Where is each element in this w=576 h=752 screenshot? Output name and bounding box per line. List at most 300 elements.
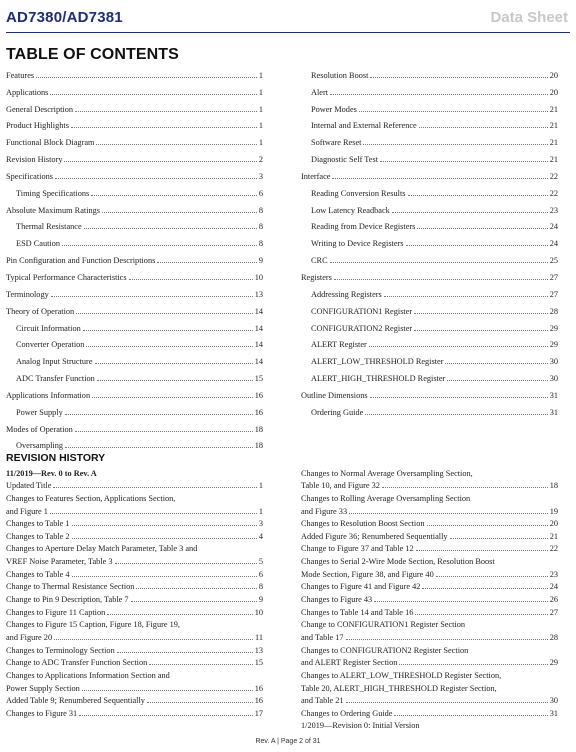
- dot-leader: [36, 76, 257, 78]
- revision-entry-text: Changes to Aperture Delay Match Parameter, Table 3 and: [6, 544, 198, 554]
- revision-entry-page: 18: [549, 481, 558, 491]
- toc-entry-title: Thermal Resistance: [16, 222, 82, 232]
- dot-leader: [95, 362, 253, 364]
- revision-entry-page: 19: [549, 506, 558, 516]
- revision-entry-page: 29: [549, 658, 558, 668]
- toc-entry-title: Converter Operation: [16, 340, 85, 350]
- dot-leader: [157, 261, 257, 263]
- revision-entry-text: and Figure 33: [301, 506, 348, 516]
- toc-entry-title: Typical Performance Characteristics: [6, 272, 127, 282]
- revision-entry: [6, 655, 263, 668]
- revision-history-title: REVISION HISTORY: [6, 452, 106, 464]
- dot-leader: [83, 329, 253, 331]
- dot-leader: [394, 714, 547, 716]
- revision-entry: [301, 705, 558, 718]
- revision-entry-text: Change to ADC Transfer Function Section: [6, 658, 148, 668]
- toc-entry-title: Modes of Operation: [6, 424, 73, 434]
- revision-header: [6, 465, 263, 478]
- revision-entry-text: Changes to Figure 43: [301, 595, 373, 605]
- revision-entry-page: 16: [254, 696, 263, 706]
- toc-entry[interactable]: [301, 299, 558, 316]
- toc-entry[interactable]: [6, 97, 263, 114]
- toc-entry-title: Specifications: [6, 171, 54, 181]
- revision-entry: [6, 516, 263, 529]
- toc-entry-page: 20: [549, 70, 558, 80]
- toc-entry[interactable]: [6, 164, 263, 181]
- toc-entry-title: Registers: [301, 272, 332, 282]
- revision-entry: [301, 629, 558, 642]
- toc-entry-page: 18: [254, 441, 263, 451]
- toc-entry[interactable]: [301, 63, 558, 80]
- dot-leader: [414, 329, 548, 331]
- dot-leader: [79, 714, 252, 716]
- dot-leader: [445, 362, 547, 364]
- toc-entry[interactable]: [301, 147, 558, 164]
- toc-entry-title: General Description: [6, 104, 74, 114]
- dot-leader: [399, 663, 547, 665]
- toc-entry-title: Diagnostic Self Test: [311, 155, 379, 165]
- revision-entry-page: 26: [549, 595, 558, 605]
- toc-entry-page: 2: [258, 155, 263, 165]
- toc-entry[interactable]: [6, 130, 263, 147]
- revision-history-left-column: [6, 465, 263, 718]
- toc-entry[interactable]: [6, 248, 263, 265]
- toc-entry-page: 30: [549, 374, 558, 384]
- toc-entry[interactable]: [301, 265, 558, 282]
- toc-entry-page: 1: [258, 70, 263, 80]
- revision-entry-page: 13: [254, 645, 263, 655]
- revision-entry-text: 1/2019—Revision 0: Initial Version: [301, 721, 420, 731]
- dot-leader: [65, 413, 253, 415]
- revision-entry: [301, 604, 558, 617]
- toc-entry-title: Timing Specifications: [16, 188, 90, 198]
- revision-entry-text: and Figure 1: [6, 506, 48, 516]
- dot-leader: [129, 278, 253, 280]
- toc-entry[interactable]: [301, 80, 558, 97]
- toc-entry-title: Power Modes: [311, 104, 357, 114]
- toc-entry-page: 1: [258, 121, 263, 131]
- toc-entry-page: 15: [254, 374, 263, 384]
- revision-entry: [6, 478, 263, 491]
- toc-entry[interactable]: [6, 434, 263, 451]
- toc-entry-title: Absolute Maximum Ratings: [6, 205, 101, 215]
- toc-entry-page: 14: [254, 323, 263, 333]
- toc-entry-page: 29: [549, 323, 558, 333]
- toc-entry[interactable]: [301, 366, 558, 383]
- revision-entry-text: Added Table 9; Renumbered Sequentially: [6, 696, 145, 706]
- toc-entry-title: Interface: [301, 171, 331, 181]
- toc-entry-title: ADC Transfer Function: [16, 374, 95, 384]
- revision-entry-page: 1: [258, 506, 263, 516]
- dot-leader: [436, 575, 548, 577]
- revision-entry-page: 23: [549, 569, 558, 579]
- revision-entry-text: Changes to Table 14 and Table 16: [301, 607, 414, 617]
- dot-leader: [72, 575, 257, 577]
- dot-leader: [447, 379, 547, 381]
- dot-leader: [72, 537, 257, 539]
- toc-left-column: [6, 63, 263, 450]
- toc-entry-page: 31: [549, 407, 558, 417]
- dot-leader: [369, 345, 548, 347]
- toc-entry-page: 25: [549, 256, 558, 266]
- toc-entry[interactable]: [6, 366, 263, 383]
- toc-entry-title: Reading Conversion Results: [311, 188, 406, 198]
- revision-entry: [301, 516, 558, 529]
- revision-entry-page: 1: [258, 481, 263, 491]
- toc-entry-page: 8: [258, 205, 263, 215]
- toc-entry-page: 13: [254, 289, 263, 299]
- dot-leader: [450, 537, 548, 539]
- toc-entry-page: 27: [549, 289, 558, 299]
- toc-entry[interactable]: [6, 114, 263, 131]
- toc-entry[interactable]: [6, 215, 263, 232]
- dot-leader: [65, 446, 253, 448]
- toc-entry[interactable]: [301, 97, 558, 114]
- dot-leader: [107, 613, 252, 615]
- dot-leader: [97, 379, 253, 381]
- toc-right-column: [301, 63, 558, 417]
- dot-leader: [380, 160, 548, 162]
- toc-entry[interactable]: [6, 282, 263, 299]
- dot-leader: [332, 177, 547, 179]
- toc-entry[interactable]: [6, 383, 263, 400]
- revision-entry-text: Changes to Normal Average Oversampling Section,: [301, 468, 473, 478]
- revision-entry-text: Changes to Figure 15 Caption, Figure 18, Figure 19,: [6, 620, 180, 630]
- revision-entry-text: and Table 21: [301, 696, 344, 706]
- toc-entry-title: Pin Configuration and Function Descriptions: [6, 256, 156, 266]
- revision-entry: [301, 566, 558, 579]
- dot-leader: [75, 110, 257, 112]
- dot-leader: [330, 93, 548, 95]
- revision-entry-page: 24: [549, 582, 558, 592]
- revision-entry-text: and ALERT Register Section: [301, 658, 398, 668]
- revision-entry: [301, 718, 558, 731]
- toc-entry-title: CRC: [311, 256, 328, 266]
- revision-entry-text: Updated Title: [6, 481, 52, 491]
- revision-entry: [301, 642, 558, 655]
- dot-leader: [64, 160, 256, 162]
- revision-entry-text: Changes to Table 4: [6, 569, 70, 579]
- dot-leader: [96, 143, 256, 145]
- revision-entry: [6, 693, 263, 706]
- part-number: AD7380/AD7381: [6, 9, 123, 26]
- toc-entry-title: ALERT_HIGH_THRESHOLD Register: [311, 374, 446, 384]
- toc-entry-page: 1: [258, 138, 263, 148]
- revision-entry-text: and Table 17: [301, 632, 344, 642]
- toc-entry-title: Low Latency Readback: [311, 205, 390, 215]
- toc-entry[interactable]: [301, 383, 558, 400]
- revision-entry-page: 15: [254, 658, 263, 668]
- dot-leader: [92, 396, 253, 398]
- dot-leader: [147, 701, 253, 703]
- revision-entry-page: 20: [549, 519, 558, 529]
- revision-entry-text: and Figure 20: [6, 632, 53, 642]
- revision-entry-text: Changes to Ordering Guide: [301, 708, 393, 718]
- dot-leader: [422, 587, 547, 589]
- toc-entry[interactable]: [301, 231, 558, 248]
- revision-entry-text: Changes to Rolling Average Oversampling Section: [301, 493, 471, 503]
- dot-leader: [427, 524, 548, 526]
- toc-entry-title: Outline Dimensions: [301, 390, 368, 400]
- toc-entry[interactable]: [6, 147, 263, 164]
- revision-entry: [6, 541, 263, 554]
- dot-leader: [75, 430, 253, 432]
- dot-leader: [50, 93, 256, 95]
- revision-entry: [6, 503, 263, 516]
- toc-entry-page: 29: [549, 340, 558, 350]
- dot-leader: [149, 663, 252, 665]
- toc-entry-page: 8: [258, 239, 263, 249]
- toc-entry-page: 16: [254, 390, 263, 400]
- toc-entry[interactable]: [6, 417, 263, 434]
- dot-leader: [414, 312, 548, 314]
- toc-entry-title: ALERT_LOW_THRESHOLD Register: [311, 357, 444, 367]
- revision-entry-page: 21: [549, 531, 558, 541]
- revision-entry: [6, 566, 263, 579]
- toc-entry-page: 16: [254, 407, 263, 417]
- toc-entry[interactable]: [301, 333, 558, 350]
- revision-entry-page: 5: [258, 557, 263, 567]
- toc-entry[interactable]: [6, 181, 263, 198]
- revision-entry: [301, 617, 558, 630]
- toc-entry-title: Internal and External Reference: [311, 121, 417, 131]
- toc-entry-title: Addressing Registers: [311, 289, 382, 299]
- revision-entry: [301, 528, 558, 541]
- toc-entry[interactable]: [6, 349, 263, 366]
- dot-leader: [392, 211, 548, 213]
- toc-entry[interactable]: [301, 164, 558, 181]
- toc-entry-page: 3: [258, 171, 263, 181]
- revision-entry-text: Changes to Table 2: [6, 531, 70, 541]
- dot-leader: [334, 278, 548, 280]
- revision-entry: [6, 591, 263, 604]
- toc-entry-title: Oversampling: [16, 441, 64, 451]
- toc-entry[interactable]: [301, 400, 558, 417]
- toc-entry-title: Product Highlights: [6, 121, 69, 131]
- revision-entry-text: Changes to Resolution Boost Section: [301, 519, 425, 529]
- revision-entry: [301, 655, 558, 668]
- toc-entry-title: Power Supply: [16, 407, 63, 417]
- toc-entry-page: 24: [549, 239, 558, 249]
- revision-entry: [301, 579, 558, 592]
- dot-leader: [349, 512, 548, 514]
- toc-entry-title: CONFIGURATION2 Register: [311, 323, 413, 333]
- page-header: [6, 8, 570, 33]
- revision-entry: [301, 465, 558, 478]
- toc-entry-title: Analog Input Structure: [16, 357, 93, 367]
- revision-entry-text: Changes to Applications Information Section and: [6, 670, 170, 680]
- toc-entry-page: 30: [549, 357, 558, 367]
- toc-entry-title: Functional Block Diagram: [6, 138, 95, 148]
- revision-entry-text: 11/2019—Rev. 0 to Rev. A: [6, 468, 97, 478]
- toc-entry-page: 14: [254, 340, 263, 350]
- revision-entry-text: Changes to Features Section, Applications Section,: [6, 493, 176, 503]
- toc-entry[interactable]: [6, 265, 263, 282]
- revision-entry-text: Table 20, ALERT_HIGH_THRESHOLD Register Section,: [301, 683, 497, 693]
- dot-leader: [408, 194, 548, 196]
- dot-leader: [359, 110, 548, 112]
- toc-entry[interactable]: [301, 316, 558, 333]
- revision-entry-text: VREF Noise Parameter, Table 3: [6, 557, 113, 567]
- toc-entry-page: 31: [549, 390, 558, 400]
- toc-entry[interactable]: [6, 80, 263, 97]
- revision-entry: [6, 604, 263, 617]
- toc-entry-title: Applications: [6, 87, 49, 97]
- toc-entry-title: Revision History: [6, 155, 63, 165]
- toc-entry-page: 24: [549, 222, 558, 232]
- dot-leader: [363, 143, 547, 145]
- dot-leader: [84, 227, 257, 229]
- dot-leader: [416, 549, 548, 551]
- revision-entry-page: 16: [254, 683, 263, 693]
- dot-leader: [102, 211, 257, 213]
- toc-entry[interactable]: [301, 349, 558, 366]
- revision-entry-text: Change to Figure 37 and Table 12: [301, 544, 414, 554]
- toc-entry[interactable]: [6, 400, 263, 417]
- revision-entry: [6, 528, 263, 541]
- toc-entry-page: 28: [549, 306, 558, 316]
- toc-entry-title: Writing to Device Registers: [311, 239, 404, 249]
- doc-type: Data Sheet: [490, 9, 568, 26]
- revision-entry: [301, 693, 558, 706]
- toc-entry-title: ALERT Register: [311, 340, 367, 350]
- toc-entry[interactable]: [301, 248, 558, 265]
- dot-leader: [62, 244, 257, 246]
- dot-leader: [374, 600, 547, 602]
- revision-entry-page: 27: [549, 607, 558, 617]
- dot-leader: [365, 413, 547, 415]
- toc-entry[interactable]: [301, 215, 558, 232]
- toc-entry-page: 18: [254, 424, 263, 434]
- dot-leader: [72, 524, 257, 526]
- toc-entry-page: 14: [254, 357, 263, 367]
- dot-leader: [86, 345, 252, 347]
- dot-leader: [54, 638, 253, 640]
- revision-entry-page: 31: [549, 708, 558, 718]
- toc-entry-page: 21: [549, 104, 558, 114]
- toc-entry[interactable]: [301, 282, 558, 299]
- toc-entry-page: 10: [254, 272, 263, 282]
- revision-entry: [301, 503, 558, 516]
- revision-entry: [6, 667, 263, 680]
- revision-entry: [6, 705, 263, 718]
- toc-entry[interactable]: [6, 333, 263, 350]
- toc-entry-page: 27: [549, 272, 558, 282]
- revision-entry: [6, 629, 263, 642]
- toc-entry[interactable]: [6, 299, 263, 316]
- toc-entry[interactable]: [6, 231, 263, 248]
- dot-leader: [53, 486, 256, 488]
- revision-entry: [6, 553, 263, 566]
- toc-entry-page: 21: [549, 155, 558, 165]
- revision-entry: [6, 490, 263, 503]
- revision-entry: [6, 680, 263, 693]
- dot-leader: [115, 562, 257, 564]
- dot-leader: [136, 587, 256, 589]
- revision-entry-text: Added Figure 36; Renumbered Sequentially: [301, 531, 448, 541]
- revision-entry-page: 3: [258, 519, 263, 529]
- toc-entry-page: 23: [549, 205, 558, 215]
- revision-entry-page: 22: [549, 544, 558, 554]
- toc-entry[interactable]: [301, 114, 558, 131]
- dot-leader: [330, 261, 548, 263]
- revision-entry-text: Changes to Table 1: [6, 519, 70, 529]
- dot-leader: [382, 486, 548, 488]
- toc-entry[interactable]: [301, 181, 558, 198]
- toc-entry-page: 21: [549, 121, 558, 131]
- toc-entry[interactable]: [6, 316, 263, 333]
- revision-entry: [301, 541, 558, 554]
- revision-entry-page: 30: [549, 696, 558, 706]
- dot-leader: [50, 512, 257, 514]
- toc-entry-title: Alert: [311, 87, 329, 97]
- toc-entry-title: Resolution Boost: [311, 70, 369, 80]
- toc-entry[interactable]: [301, 198, 558, 215]
- revision-entry-text: Changes to ALERT_LOW_THRESHOLD Register Section,: [301, 670, 502, 680]
- toc-entry-page: 8: [258, 222, 263, 232]
- dot-leader: [71, 126, 257, 128]
- toc-entry[interactable]: [6, 63, 263, 80]
- dot-leader: [370, 76, 547, 78]
- toc-entry-title: ESD Caution: [16, 239, 61, 249]
- dot-leader: [55, 177, 257, 179]
- revision-entry-page: 8: [258, 582, 263, 592]
- dot-leader: [346, 638, 548, 640]
- toc-entry-page: 6: [258, 188, 263, 198]
- revision-entry-page: 9: [258, 595, 263, 605]
- revision-entry-page: 10: [254, 607, 263, 617]
- revision-entry-text: Changes to Figure 31: [6, 708, 78, 718]
- dot-leader: [370, 396, 548, 398]
- revision-entry-text: Power Supply Section: [6, 683, 80, 693]
- toc-entry-page: 9: [258, 256, 263, 266]
- revision-entry: [301, 680, 558, 693]
- revision-entry-text: Change to Pin 9 Description, Table 7: [6, 595, 129, 605]
- toc-entry-title: Applications Information: [6, 390, 91, 400]
- toc-entry-title: CONFIGURATION1 Register: [311, 306, 413, 316]
- revision-entry-text: Changes to Figure 11 Caption: [6, 607, 106, 617]
- toc-entry-title: Ordering Guide: [311, 407, 364, 417]
- toc-entry[interactable]: [6, 198, 263, 215]
- dot-leader: [51, 295, 253, 297]
- dot-leader: [406, 244, 548, 246]
- revision-entry-text: Changes to CONFIGURATION2 Register Section: [301, 645, 469, 655]
- revision-entry-text: Mode Section, Figure 38, and Figure 40: [301, 569, 434, 579]
- revision-entry-text: Changes to Terminology Section: [6, 645, 115, 655]
- toc-entry-page: 21: [549, 138, 558, 148]
- revision-entry: [301, 667, 558, 680]
- toc-entry-title: Circuit Information: [16, 323, 81, 333]
- revision-entry-text: Changes to Serial 2-Wire Mode Section, Resolution Boost: [301, 557, 495, 567]
- revision-history-right-column: [301, 465, 558, 730]
- revision-entry-page: 11: [255, 632, 263, 642]
- revision-entry: [301, 478, 558, 491]
- dot-leader: [91, 194, 257, 196]
- dot-leader: [415, 613, 547, 615]
- toc-entry-page: 22: [549, 171, 558, 181]
- dot-leader: [82, 689, 253, 691]
- toc-entry[interactable]: [301, 130, 558, 147]
- dot-leader: [131, 600, 257, 602]
- dot-leader: [417, 227, 547, 229]
- revision-entry: [301, 553, 558, 566]
- revision-entry-page: 28: [549, 632, 558, 642]
- toc-entry-title: Terminology: [6, 289, 49, 299]
- revision-entry-text: Change to CONFIGURATION1 Register Section: [301, 620, 466, 630]
- revision-entry: [6, 617, 263, 630]
- dot-leader: [76, 312, 253, 314]
- revision-entry: [6, 579, 263, 592]
